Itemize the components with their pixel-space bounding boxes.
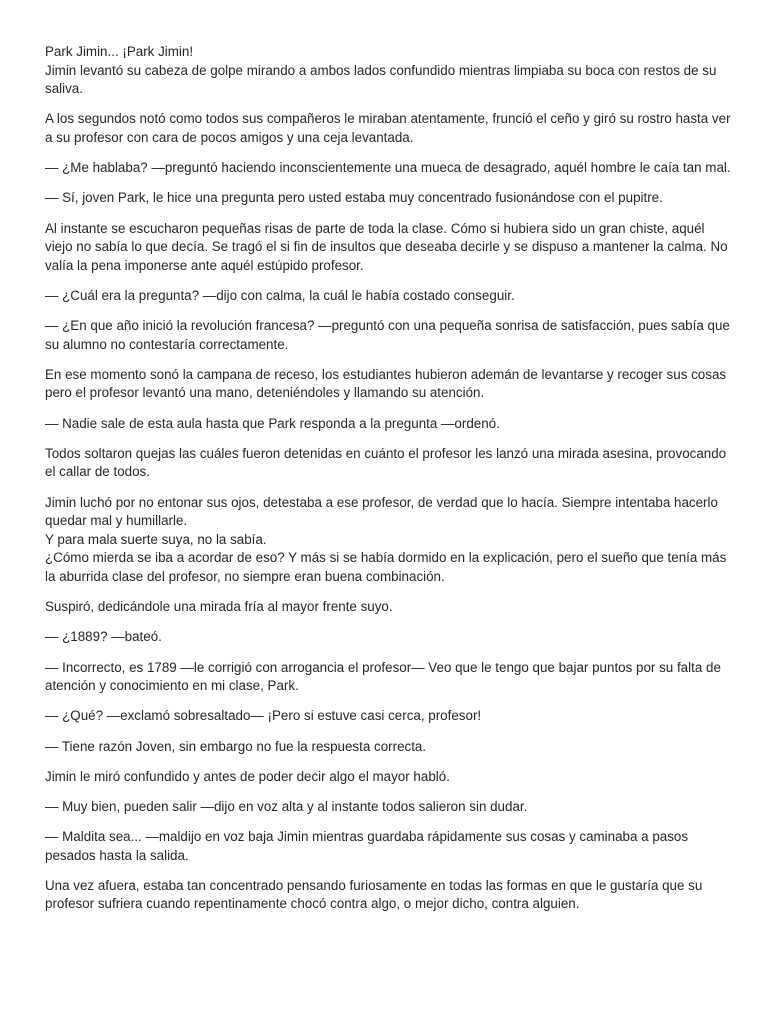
text-line: — ¿Me hablaba? —preguntó haciendo inconscientemente una mueca de desagrado, aquél hombre le caía tan mal. [45,160,731,176]
paragraph [45,110,735,147]
paragraph [45,159,735,178]
paragraph [45,415,735,434]
text-line: Todos soltaron quejas las cuáles fueron detenidas en cuánto el profesor les lanzó una mirada asesina, provocando el callar de todos. [45,445,727,480]
text-line: — Nadie sale de esta aula hasta que Park responda a la pregunta —ordenó. [45,415,500,431]
paragraph [45,628,735,647]
text-line: — Sí, joven Park, le hice una pregunta pero usted estaba muy concentrado fusionándose con el pupitre. [45,190,663,206]
paragraph [45,287,735,306]
text-line: — ¿En que año inició la revolución francesa? —preguntó con una pequeña sonrisa de satisfacción, pues sabía que su alumno no contestaría correctamente. [45,318,730,352]
paragraph [45,768,735,787]
paragraph [45,738,735,757]
paragraph [45,220,735,276]
paragraph [45,828,735,865]
paragraph [45,317,735,354]
paragraph [45,877,735,914]
text-line: En ese momento sonó la campana de receso, los estudiantes hubieron ademán de levantarse y recoger sus cosas pero el profesor levantó una mano, deteniéndoles y llamando su atención. [45,366,727,401]
text-line: — Muy bien, pueden salir —dijo en voz alta y al instante todos salieron sin dudar. [45,798,528,814]
text-line: — Tiene razón Joven, sin embargo no fue la respuesta correcta. [45,738,427,754]
paragraph [45,659,735,696]
text-line: Suspiró, dedicándole una mirada fría al mayor frente suyo. [45,599,393,615]
paragraph [45,189,735,208]
text-line: Jimin levantó su cabeza de golpe mirando a ambos lados confundido mientras limpiaba su boca con restos de su saliva. [45,62,717,97]
text-line: Jimin luchó por no entonar sus ojos, detestaba a ese profesor, de verdad que lo hacía. Siempre intentaba hacerlo quedar mal y humillarle. [45,494,718,529]
text-line: Jimin le miró confundido y antes de poder decir algo el mayor habló. [45,768,450,784]
text-line: Park Jimin... ¡Park Jimin! [45,44,194,59]
paragraph [45,707,735,726]
paragraph [45,366,735,403]
text-line: ¿Cómo mierda se iba a acordar de eso? Y más si se había dormido en la explicación, pero el sueño que tenía más la aburrida clase del profesor, no siempre eran buena combinación. [45,550,727,584]
text-line: Una vez afuera, estaba tan concentrado pensando furiosamente en todas las formas en que le gustaría que su profesor sufriera cuando repentinamente chocó contra algo, o mejor dicho, contra alguien. [45,877,703,912]
text-line: — Incorrecto, es 1789 —le corrigió con arrogancia el profesor— Veo que le tengo que bajar puntos por su falta de atención y conocimiento en mi clase, Park. [45,659,721,694]
paragraph [45,43,735,99]
text-line: Y para mala suerte suya, no la sabía. [45,531,267,547]
text-line: A los segundos notó como todos sus compañeros le miraban atentamente, frunció el ceño y giró su rostro hasta ver a su profesor con cara de pocos amigos y una ceja levantada. [45,111,731,145]
text-line: — ¿Cuál era la pregunta? —dijo con calma, la cuál le había costado conseguir. [45,287,515,303]
text-line: — ¿1889? —bateó. [45,629,162,645]
document-page [45,43,735,926]
paragraph [45,445,735,482]
text-line: — Maldita sea... —maldijo en voz baja Jimin mientras guardaba rápidamente sus cosas y caminaba a pasos pesados hasta la salida. [45,829,689,863]
text-line: Al instante se escucharon pequeñas risas de parte de toda la clase. Cómo si hubiera sido un gran chiste, aquél viejo no sabía lo que decía. Se tragó el si fin de insultos que deseaba decirle y se dispuso a mantener la calma. No valía la pena imponerse ante aquél estúpido profesor. [45,220,728,273]
paragraph [45,598,735,617]
paragraph [45,798,735,817]
paragraph [45,494,735,587]
text-line: — ¿Qué? —exclamó sobresaltado— ¡Pero si estuve casi cerca, profesor! [45,708,482,724]
